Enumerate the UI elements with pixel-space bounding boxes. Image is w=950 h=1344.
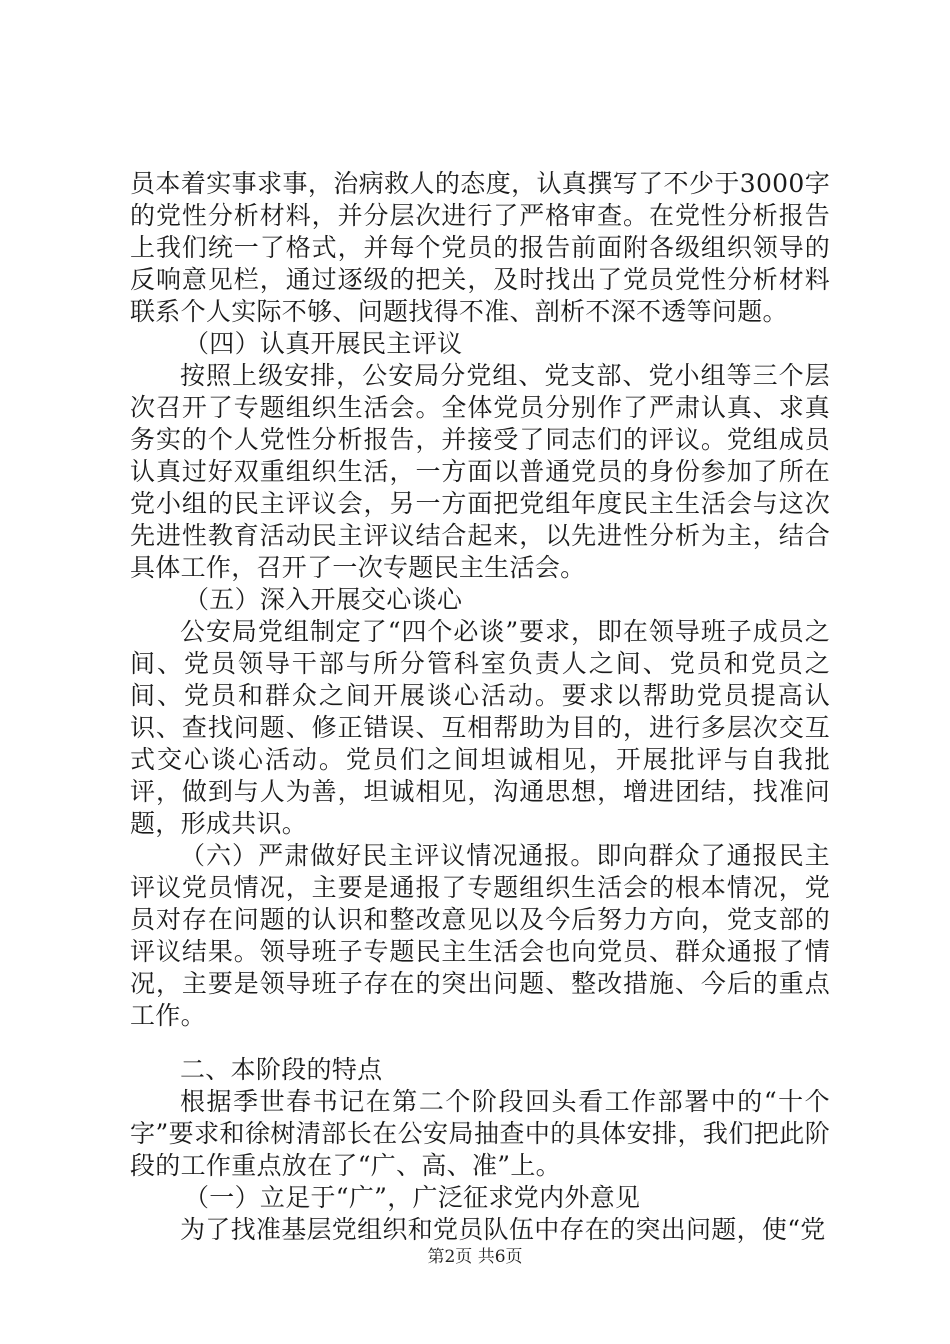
- paragraph-gap: [130, 1032, 830, 1054]
- paragraph-features: 根据季世春书记在第二个阶段回头看工作部署中的“十个字”要求和徐树清部长在公安局抽查中的具体安排，我们把此阶段的工作重点放在了“广、高、准”上。: [130, 1087, 830, 1180]
- section-heading-5: （五）深入开展交心谈心: [184, 585, 463, 614]
- paragraph-continuation: 员本着实事求事，治病救人的态度，认真撰写了不少于3000字的党性分析材料，并分层次进行了严格审查。在党性分析报告上我们统一了格式，并每个党员的报告前面附各级组织领导的反响意见栏，通过逐级的把关，及时找出了党员党性分析材料联系个人实际不够、问题找得不准、剖析不深不透等问题。: [130, 169, 830, 326]
- body-text: [130, 168, 830, 1246]
- section-heading-1: （一）立足于“广”，广泛征求党内外意见: [184, 1183, 641, 1212]
- paragraph-heart-to-heart: 公安局党组制定了“四个必谈”要求，即在领导班子成员之间、党员领导干部与所分管科室负责人之间、党员和党员之间、党员和群众之间开展谈心活动。要求以帮助党员提高认识、查找问题、修正错误、互相帮助为目的，进行多层次交互式交心谈心活动。党员们之间坦诚相见，开展批评与自我批评，做到与人为善，坦诚相见，沟通思想，增进团结，找准问题，形成共识。: [130, 617, 830, 838]
- section-heading-2: 二、本阶段的特点: [180, 1055, 383, 1084]
- section-heading-4: （四）认真开展民主评议: [184, 329, 463, 358]
- paragraph-report: （六）严肃做好民主评议情况通报。即向群众了通报民主评议党员情况，主要是通报了专题组织生活会的根本情况，党员对存在问题的认识和整改意见以及今后努力方向，党支部的评议结果。领导班子专题民主生活会也向党员、群众通报了情况，主要是领导班子存在的突出问题、整改措施、今后的重点工作。: [130, 841, 830, 1030]
- page-footer: 第2页 共6页: [427, 1247, 523, 1267]
- paragraph-democratic-review: 按照上级安排，公安局分党组、党支部、党小组等三个层次召开了专题组织生活会。全体党员分别作了严肃认真、求真务实的个人党性分析报告，并接受了同志们的评议。党组成员认真过好双重组织生活，一方面以普通党员的身份参加了所在党小组的民主评议会，另一方面把党组年度民主生活会与这次先进性教育活动民主评议结合起来，以先进性分析为主，结合具体工作，召开了一次专题民主生活会。: [130, 361, 830, 582]
- paragraph-final: 为了找准基层党组织和党员队伍中存在的突出问题，使“党: [180, 1215, 826, 1244]
